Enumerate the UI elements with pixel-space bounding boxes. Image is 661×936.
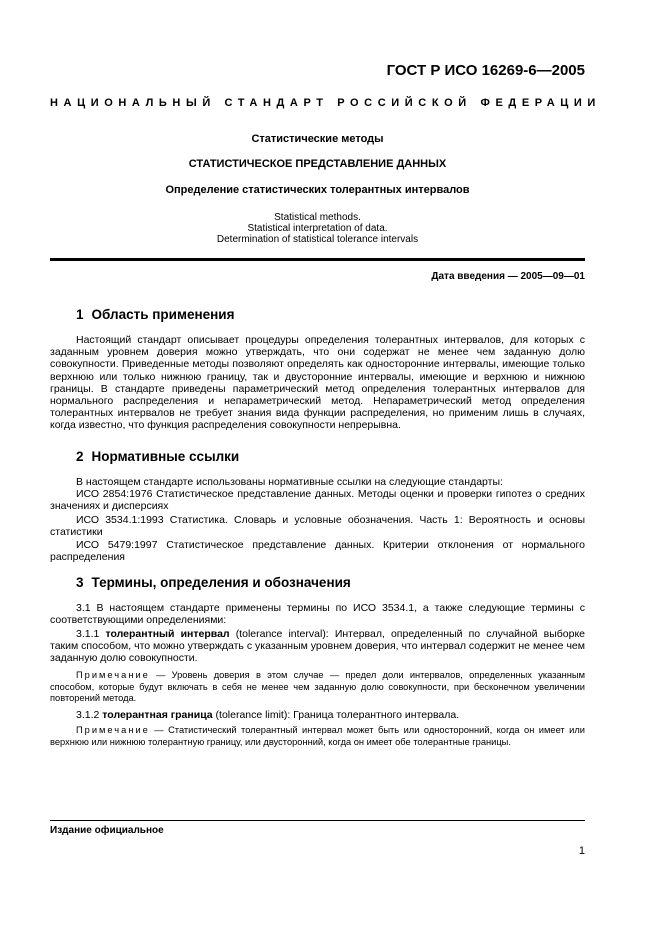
term-3-1-2 xyxy=(50,709,585,721)
note-2 xyxy=(50,725,585,748)
title-divider xyxy=(50,258,585,261)
section-1-text: Настоящий стандарт описывает процедуры определения толерантных интервалов, для которых с заданным уровнем доверия можно утверждать, что они содержат не менее чем заданную долю совокупности. Приведенные методы позволяют определять как односторонние интервалы, имеющие только верхнюю или только нижнюю границу, так и двусторонние интервалы, имеющие и верхнюю и нижнюю границы. В стандарте приведены параметрический метод определения толерантных интервалов для нормального распределения и непараметрический метод. Непараметрический метод определения толерантных интервалов не требует знания вида функции распределения, но применим лишь в случаях, когда известно, что функция распределения совокупности непрерывна. xyxy=(50,334,585,432)
section-2-title: Нормативные ссылки xyxy=(91,449,240,464)
national-standard-banner: НАЦИОНАЛЬНЫЙ СТАНДАРТ РОССИЙСКОЙ ФЕДЕРАЦИИ xyxy=(50,97,601,109)
section-2-number: 2 xyxy=(76,449,84,464)
reference-iso-5479: ИСО 5479:1997 Статистическое представление данных. Критерии отклонения от нормального распределения xyxy=(50,539,585,564)
title-line-3: Определение статистических толерантных интервалов xyxy=(165,184,470,196)
section-2-intro: В настоящем стандарте использованы нормативные ссылки на следующие стандарты: xyxy=(76,476,503,488)
effective-date: Дата введения — 2005—09—01 xyxy=(431,271,585,282)
term-3-1-1 xyxy=(50,628,585,665)
note-1 xyxy=(50,670,585,705)
section-3-heading xyxy=(76,575,351,590)
english-title-line-2: Statistical interpretation of data. xyxy=(247,223,388,234)
section-1-heading xyxy=(76,307,234,322)
term-3-1-1-definition: (tolerance interval): Интервал, определенный по случайной выборке таким способом, что можно утверждать с указанным уровнем доверия, что интервал содержит не менее чем заданную долю совокупности. xyxy=(50,628,585,665)
term-3-1-2-term: толерантная граница xyxy=(102,709,213,721)
reference-iso-3534: ИСО 3534.1:1993 Статистика. Словарь и условные обозначения. Часть 1: Вероятность и основы статистики xyxy=(50,514,585,539)
note-2-text: — Статистический толерантный интервал может быть или односторонний, когда он имеет или верхнюю или нижнюю толерантную границу, или двусторонний, когда он имеет обе толерантные границы. xyxy=(50,725,585,747)
term-3-1-1-number: 3.1.1 xyxy=(76,628,100,640)
title-line-2: СТАТИСТИЧЕСКОЕ ПРЕДСТАВЛЕНИЕ ДАННЫХ xyxy=(188,158,447,170)
note-1-text: — Уровень доверия в этом случае — предел доли интервалов, определенных указанным способом, которые будут включать в себя не менее чем заданную долю совокупности, при бесконечном увеличении повторений метода. xyxy=(50,670,585,703)
term-3-1-2-number: 3.1.2 xyxy=(76,709,100,721)
footer-divider xyxy=(50,820,585,821)
english-title-line-1: Statistical methods. xyxy=(274,212,361,223)
section-3-number: 3 xyxy=(76,575,84,590)
english-title xyxy=(50,212,585,245)
section-1-number: 1 xyxy=(76,307,84,322)
section-3-title: Термины, определения и обозначения xyxy=(91,575,351,590)
section-3-intro: 3.1 В настоящем стандарте применены термины по ИСО 3534.1, а также следующие термины с соответствующими определениями: xyxy=(50,602,585,627)
term-3-1-2-definition: (tolerance limit): Граница толерантного интервала. xyxy=(215,709,460,721)
official-edition-label: Издание официальное xyxy=(50,825,164,836)
reference-iso-2854: ИСО 2854:1976 Статистическое представление данных. Методы оценки и проверки гипотез о средних значениях и дисперсиях xyxy=(50,488,585,513)
note-2-label: Примечание xyxy=(76,725,150,735)
section-1-title: Область применения xyxy=(91,307,235,322)
standard-number: ГОСТ Р ИСО 16269-6—2005 xyxy=(386,62,585,79)
title-line-1: Статистические методы xyxy=(251,133,384,145)
section-2-heading xyxy=(76,449,239,464)
page-number: 1 xyxy=(578,845,585,857)
note-1-label: Примечание xyxy=(76,670,150,680)
english-title-line-3: Determination of statistical tolerance intervals xyxy=(216,234,419,245)
term-3-1-1-term: толерантный интервал xyxy=(105,628,230,640)
